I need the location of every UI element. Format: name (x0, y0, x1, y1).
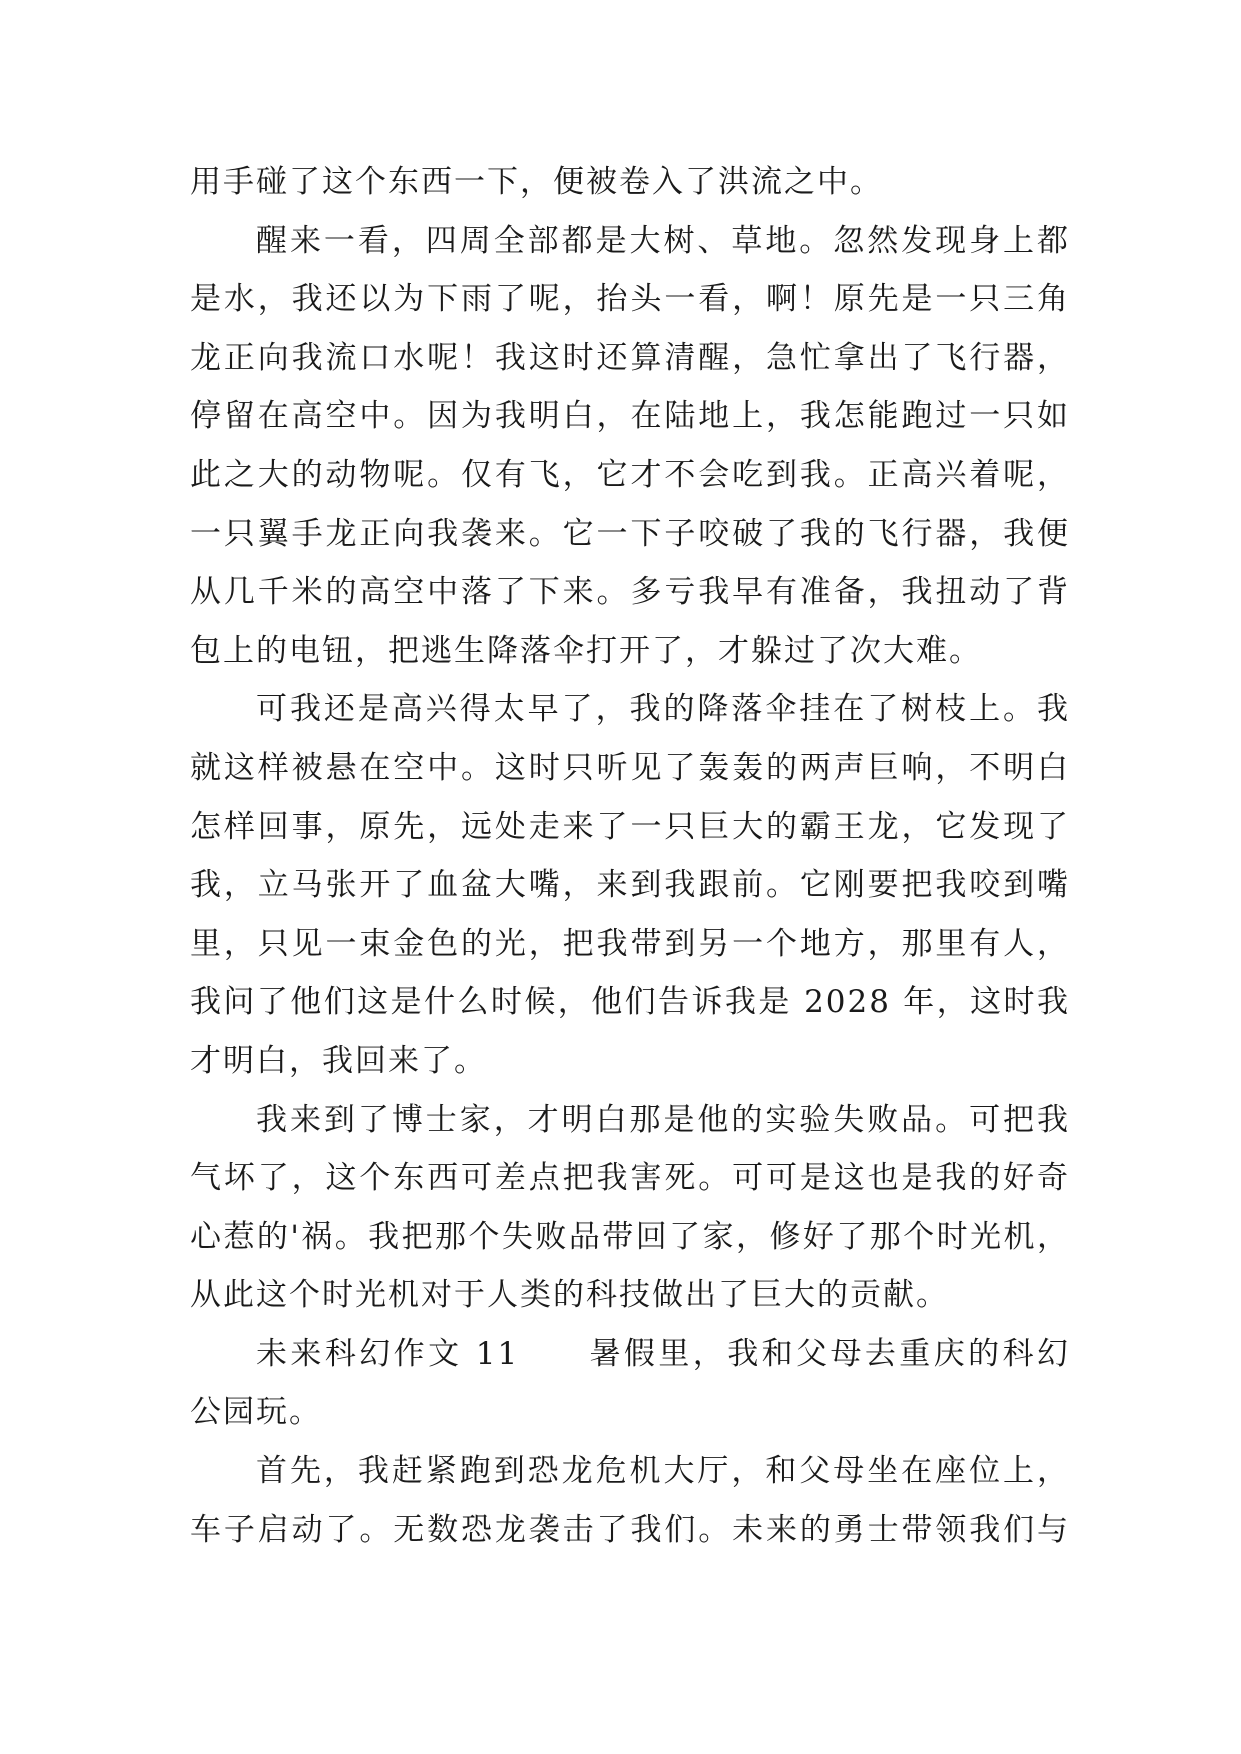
text-line: 气坏了，这个东西可差点把我害死。可可是这也是我的好奇 (190, 1160, 1070, 1197)
text-line: 里，只见一束金色的光，把我带到另一个地方，那里有人， (190, 925, 1070, 962)
text-line: 车子启动了。无数恐龙袭击了我们。未来的勇士带领我们与 (190, 1511, 1070, 1548)
text-line: 我问了他们这是什么时候，他们告诉我是 2028 年，这时我 (190, 984, 1070, 1021)
text-line: 怎样回事，原先，远处走来了一只巨大的霸王龙，它发现了 (190, 808, 1070, 845)
text-line: 才明白，我回来了。 (190, 1042, 487, 1079)
text-line: 我来到了博士家，才明白那是他的实验失败品。可把我 (256, 1101, 1070, 1138)
text-line: 一只翼手龙正向我袭来。它一下子咬破了我的飞行器，我便 (190, 515, 1070, 552)
text-line: 从几千米的高空中落了下来。多亏我早有准备，我扭动了背 (190, 574, 1070, 611)
text-line: 心惹的'祸。我把那个失败品带回了家，修好了那个时光机， (190, 1218, 1070, 1255)
text-line: 龙正向我流口水呢！我这时还算清醒，急忙拿出了飞行器， (190, 339, 1070, 376)
text-line: 我，立马张开了血盆大嘴，来到我跟前。它刚要把我咬到嘴 (190, 867, 1070, 904)
text-line: 公园玩。 (190, 1394, 322, 1431)
text-line: 未来科幻作文 11 暑假里，我和父母去重庆的科幻 (256, 1335, 1070, 1372)
text-line: 用手碰了这个东西一下，便被卷入了洪流之中。 (190, 164, 883, 200)
text-line: 就这样被悬在空中。这时只听见了轰轰的两声巨响，不明白 (190, 749, 1070, 786)
text-line: 首先，我赶紧跑到恐龙危机大厅，和父母坐在座位上， (256, 1453, 1070, 1490)
text-line: 是水，我还以为下雨了呢，抬头一看，啊！原先是一只三角 (190, 281, 1070, 318)
text-line: 包上的电钮，把逃生降落伞打开了，才躲过了次大难。 (190, 632, 982, 669)
text-line: 此之大的动物呢。仅有飞，它才不会吃到我。正高兴着呢， (190, 456, 1070, 493)
text-line: 从此这个时光机对于人类的科技做出了巨大的贡献。 (190, 1277, 949, 1314)
text-line: 醒来一看，四周全部都是大树、草地。忽然发现身上都 (256, 222, 1070, 259)
text-line: 可我还是高兴得太早了，我的降落伞挂在了树枝上。我 (256, 691, 1070, 728)
document-body (190, 153, 1070, 1559)
text-line: 停留在高空中。因为我明白，在陆地上，我怎能跑过一只如 (190, 398, 1070, 435)
